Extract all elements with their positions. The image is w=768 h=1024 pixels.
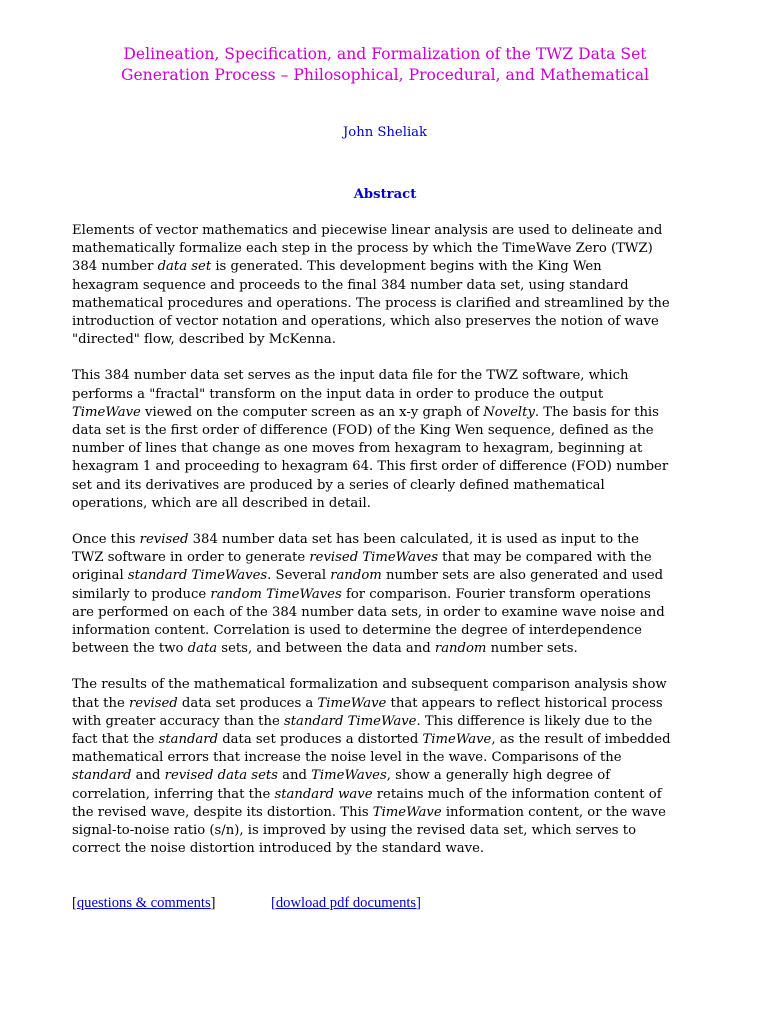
text-run: retains much of the information content of (372, 786, 662, 802)
download-pdf-group (271, 894, 421, 912)
questions-comments-group (72, 894, 216, 912)
text-run: data set produces a (177, 695, 318, 711)
footer-links (72, 894, 698, 914)
italic-text: random (434, 641, 487, 657)
abstract-paragraph-3 (72, 531, 698, 658)
text-run: number sets. (486, 641, 578, 657)
text-run: fact that the (72, 732, 159, 748)
text-run: , show a generally high degree of (386, 768, 611, 784)
text-run: Elements of vector mathematics and piecewise linear analysis are used to delineate and (72, 223, 663, 238)
italic-text: TimeWave (422, 732, 492, 748)
italic-text: data (187, 641, 218, 657)
italic-text: standard TimeWaves (127, 568, 268, 584)
text-run: mathematically formalize each step in the process by which the TimeWave Zero (TWZ) (72, 241, 653, 257)
text-run: Once this (72, 532, 140, 548)
paragraph-line (72, 258, 698, 276)
text-run: information content, or the wave (441, 804, 666, 820)
paragraph-line (72, 331, 698, 349)
download-pdf-link[interactable]: [dowload pdf documents] (271, 894, 421, 911)
text-run: . Several (267, 568, 331, 584)
text-run: introduction of vector notation and operations, which also preserves the notion of wave (72, 314, 659, 330)
paragraph-line (72, 822, 698, 840)
text-run: information content. Correlation is used to determine the degree of interdependence (72, 623, 642, 639)
paragraph-line (72, 804, 698, 822)
italic-text: standard (72, 768, 132, 784)
text-run: sets, and between the data and (217, 641, 435, 657)
text-run: original (72, 568, 128, 584)
abstract-paragraph-4 (72, 676, 698, 858)
italic-text: data set (157, 259, 212, 275)
paragraph-line (72, 586, 698, 604)
text-run: viewed on the computer screen as an x-y graph of (140, 404, 484, 420)
paragraph-line (72, 767, 698, 785)
text-run: 384 number (72, 259, 158, 275)
text-run: set and its derivatives are produced by a series of clearly defined mathematical (72, 477, 605, 493)
italic-text: TimeWaves (311, 768, 387, 784)
paragraph-line (72, 549, 698, 567)
close-bracket: ] (210, 894, 216, 911)
italic-text: revised data sets (164, 768, 278, 784)
italic-text: revised TimeWaves (309, 550, 438, 566)
text-run: with greater accuracy than the (72, 713, 284, 729)
paragraph-line (72, 604, 698, 622)
abstract-heading: Abstract (353, 187, 417, 202)
text-run: correlation, inferring that the (72, 786, 275, 802)
paragraph-line (72, 676, 698, 694)
italic-text: random (330, 568, 382, 584)
text-run: This 384 number data set serves as the input data file for the TWZ software, which (72, 368, 629, 384)
italic-text: standard wave (274, 786, 373, 802)
text-run: data set produces a distorted (218, 732, 423, 748)
document-page (72, 0, 698, 914)
open-bracket: [ (72, 894, 77, 911)
paragraph-line (72, 277, 698, 295)
italic-text: random TimeWaves (210, 586, 342, 602)
paragraph-line (72, 240, 698, 258)
text-run: The results of the mathematical formalization and subsequent comparison analysis show (72, 677, 667, 693)
paragraph-line (72, 404, 698, 422)
paragraph-line (72, 313, 698, 331)
text-run: is generated. This development begins with the King Wen (211, 259, 602, 275)
paragraph-line (72, 386, 698, 404)
text-run: and (131, 768, 165, 784)
text-run: operations, which are all described in detail. (72, 495, 371, 511)
italic-text: revised (128, 695, 178, 711)
italic-text: standard (158, 732, 219, 748)
text-run: correct the noise distortion introduced by the standard wave. (72, 841, 485, 857)
text-run: for comparison. Fourier transform operations (341, 586, 651, 602)
paragraph-line (72, 222, 698, 240)
text-run: "directed" flow, described by McKenna. (72, 332, 336, 348)
text-run: that appears to reflect historical process (386, 695, 663, 711)
paragraph-line (72, 695, 698, 713)
paragraph-line (72, 422, 698, 440)
paragraph-line (72, 786, 698, 804)
text-run: , as the result of imbedded (491, 732, 671, 748)
paragraph-line (72, 295, 698, 313)
paragraph-line (72, 458, 698, 476)
italic-text: TimeWave (317, 695, 387, 711)
paragraph-line (72, 567, 698, 585)
paragraph-line (72, 495, 698, 513)
paragraph-line (72, 367, 698, 385)
questions-comments-link[interactable]: questions & comments (76, 894, 211, 911)
author-name: John Sheliak (342, 125, 428, 140)
text-run: TWZ software in order to generate (72, 550, 310, 566)
text-run: data set is the first order of difference (FOD) of the King Wen sequence, defined as the (72, 423, 654, 439)
paragraph-line (72, 749, 698, 767)
italic-text: TimeWave (72, 404, 141, 420)
text-run: number of lines that change as one moves from hexagram to hexagram, beginning at (72, 441, 643, 457)
text-run: the revised wave, despite its distortion. This (72, 804, 373, 820)
text-run: between the two (72, 641, 188, 657)
paragraph-line (72, 440, 698, 458)
title-line-1: Delineation, Specification, and Formalization of the TWZ Data Set (123, 45, 647, 63)
abstract-paragraph-1 (72, 222, 698, 349)
text-run: signal-to-noise ratio (s/n), is improved by using the revised data set, which serves to (72, 823, 637, 839)
paragraph-line (72, 731, 698, 749)
text-run: that may be compared with the (437, 550, 652, 566)
abstract-paragraph-2 (72, 367, 698, 513)
text-run: hexagram 1 and proceeding to hexagram 64. This first order of difference (FOD) number (72, 459, 669, 475)
paragraph-line (72, 840, 698, 858)
text-run: hexagram sequence and proceeds to the final 384 number data set, using standard (72, 277, 629, 293)
title-line-2: Generation Process – Philosophical, Procedural, and Mathematical (120, 66, 649, 84)
text-run: number sets are also generated and used (381, 568, 664, 584)
text-run: performs a "fractal" transform on the input data in order to produce the output (72, 386, 604, 402)
paragraph-line (72, 622, 698, 640)
paragraph-line (72, 531, 698, 549)
text-run: that the (72, 695, 129, 711)
text-run: and (277, 768, 312, 784)
text-run: are performed on each of the 384 number data sets, in order to examine wave noise and (72, 604, 665, 620)
italic-text: standard TimeWave (283, 713, 417, 729)
text-run: similarly to produce (72, 586, 211, 602)
document-title (72, 44, 698, 86)
paragraph-line (72, 640, 698, 658)
text-run: mathematical errors that increase the noise level in the wave. Comparisons of the (72, 750, 622, 766)
paragraph-line (72, 713, 698, 731)
paragraph-line (72, 477, 698, 495)
italic-text: revised (139, 532, 189, 548)
text-run: . The basis for this (534, 404, 659, 420)
text-run: . This difference is likely due to the (416, 713, 653, 729)
text-run: mathematical procedures and operations. The process is clarified and streamlined by the (72, 295, 670, 311)
italic-text: Novelty (483, 404, 535, 420)
text-run: 384 number data set has been calculated, it is used as input to the (188, 532, 639, 548)
italic-text: TimeWave (372, 804, 442, 820)
